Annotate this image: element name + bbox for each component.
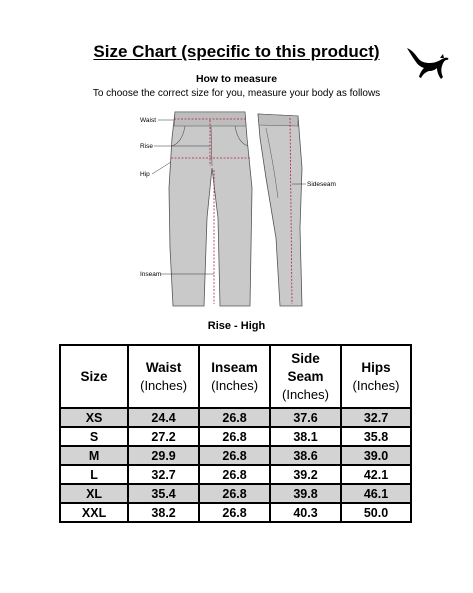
header-side-seam: Side Seam (Inches)	[270, 345, 341, 408]
cell-side-seam: 39.8	[270, 484, 341, 503]
cell-hips: 32.7	[341, 408, 411, 427]
cell-waist: 29.9	[128, 446, 199, 465]
label-sideseam: Sideseam	[307, 181, 336, 188]
cell-waist: 32.7	[128, 465, 199, 484]
cell-hips: 39.0	[341, 446, 411, 465]
page-title: Size Chart (specific to this product)	[93, 42, 380, 61]
cell-waist: 24.4	[128, 408, 199, 427]
cell-size: XL	[60, 484, 128, 503]
header-inseam: Inseam (Inches)	[199, 345, 270, 408]
size-chart-table	[59, 344, 412, 523]
cell-size: M	[60, 446, 128, 465]
pants-side-view	[258, 114, 302, 306]
cell-size: S	[60, 427, 128, 446]
cell-size: L	[60, 465, 128, 484]
cell-inseam: 26.8	[199, 408, 270, 427]
cell-inseam: 26.8	[199, 503, 270, 522]
cell-waist: 35.4	[128, 484, 199, 503]
cell-side-seam: 40.3	[270, 503, 341, 522]
cell-hips: 35.8	[341, 427, 411, 446]
header-waist: Waist (Inches)	[128, 345, 199, 408]
cell-side-seam: 38.1	[270, 427, 341, 446]
cell-waist: 38.2	[128, 503, 199, 522]
label-hip: Hip	[140, 171, 150, 178]
cell-size: XS	[60, 408, 128, 427]
label-rise: Rise	[140, 143, 154, 150]
pants-front-view	[169, 112, 252, 306]
cell-inseam: 26.8	[199, 446, 270, 465]
table-row	[60, 446, 411, 465]
how-to-measure-heading: How to measure	[195, 73, 278, 85]
pants-measurement-diagram	[130, 108, 350, 318]
header-hips: Hips (Inches)	[341, 345, 411, 408]
cell-inseam: 26.8	[199, 484, 270, 503]
cell-size: XXL	[60, 503, 128, 522]
cell-waist: 27.2	[128, 427, 199, 446]
cell-hips: 46.1	[341, 484, 411, 503]
table-row	[60, 465, 411, 484]
table-row	[60, 484, 411, 503]
label-waist: Waist	[140, 117, 157, 124]
cell-hips: 42.1	[341, 465, 411, 484]
cell-inseam: 26.8	[199, 465, 270, 484]
table-row	[60, 427, 411, 446]
cell-side-seam: 37.6	[270, 408, 341, 427]
cell-side-seam: 38.6	[270, 446, 341, 465]
table-row	[60, 503, 411, 522]
cell-hips: 50.0	[341, 503, 411, 522]
header-size: Size	[60, 345, 128, 408]
table-row	[60, 408, 411, 427]
rise-note: Rise - High	[207, 320, 266, 332]
measure-instructions: To choose the correct size for you, measure your body as follows	[92, 88, 381, 99]
cell-inseam: 26.8	[199, 427, 270, 446]
label-inseam: Inseam	[140, 271, 162, 278]
cell-side-seam: 39.2	[270, 465, 341, 484]
table-header-row	[60, 345, 411, 408]
